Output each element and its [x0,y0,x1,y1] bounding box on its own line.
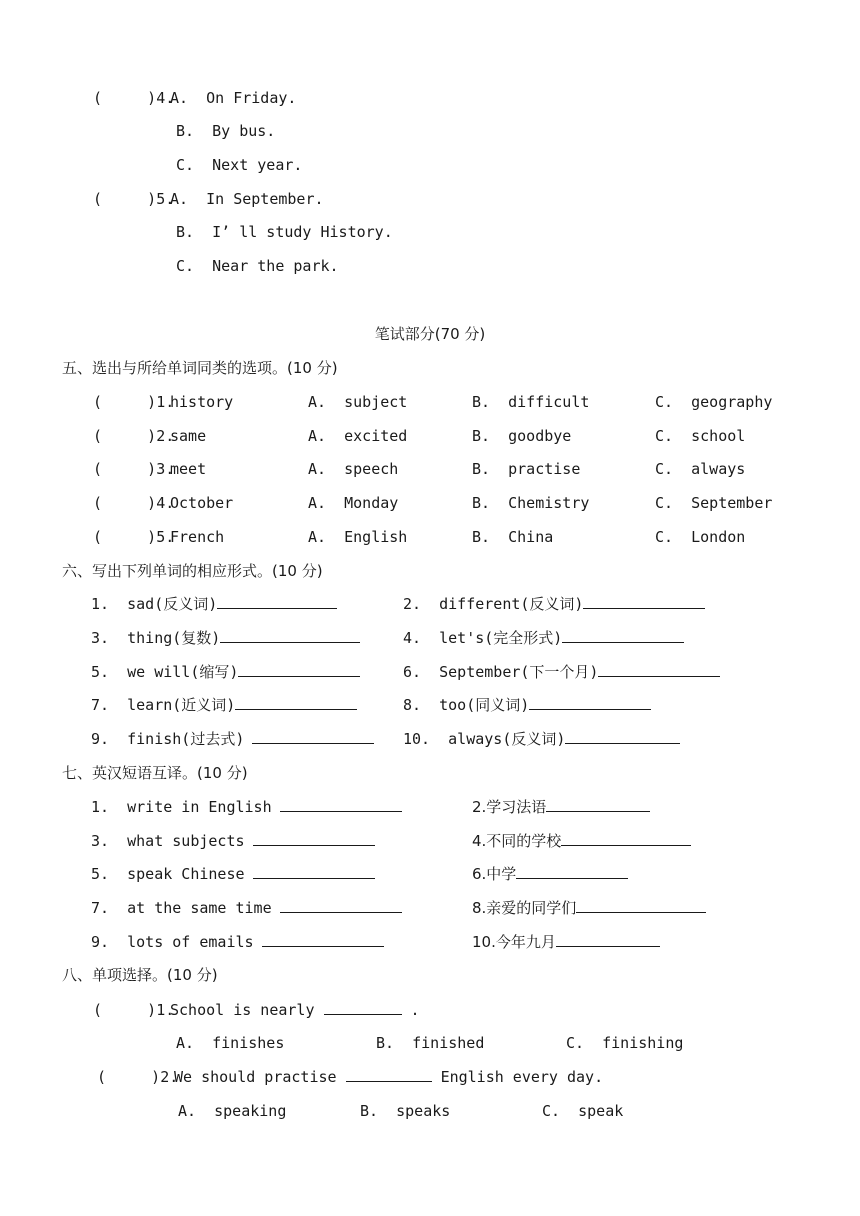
fill-item [472,797,650,817]
item-text: 4.不同的学校 [472,832,562,850]
item-text: 8. too(同义词) [403,696,530,714]
answer-blank[interactable] [262,932,384,947]
answer-blank[interactable] [280,898,402,913]
item-text: 7. at the same time [91,899,272,917]
question-number: ( )2. [97,1068,179,1086]
fill-item [403,695,651,715]
question-stem [174,1067,603,1087]
question-number: ( )4. [93,494,175,512]
option-c: C. Near the park. [176,257,339,275]
item-text: 8.亲爱的同学们 [472,899,577,917]
answer-blank[interactable] [562,628,684,643]
option-b: B. difficult [472,393,590,411]
fill-item [403,662,720,682]
fill-item [91,628,360,648]
stem-text: We should practise [174,1068,337,1086]
question-number: ( )4. [93,89,175,107]
fill-item [472,898,706,918]
answer-blank[interactable] [238,662,360,677]
question-stem [170,1000,420,1020]
item-text: 1. write in English [91,798,272,816]
option-b: B. By bus. [176,122,276,140]
answer-blank[interactable] [576,898,706,913]
fill-item [472,831,691,851]
item-text: 4. let's(完全形式) [403,629,563,647]
section-5-title: 五、选出与所给单词同类的选项。(10 分) [62,359,338,377]
option-c: C. London [655,528,746,546]
item-text: 10. always(反义词) [403,730,566,748]
option-a: A. Monday [308,494,399,512]
item-text: 5. we will(缩写) [91,663,239,681]
option-b: B. practise [472,460,581,478]
section-7-title: 七、英汉短语互译。(10 分) [62,764,248,782]
section-6-title: 六、写出下列单词的相应形式。(10 分) [62,562,323,580]
given-word: meet [170,460,207,478]
fill-item [91,594,337,614]
item-text: 3. what subjects [91,832,245,850]
section-8-title: 八、单项选择。(10 分) [62,966,218,984]
option-a: A. On Friday. [170,89,297,107]
stem-end: English every day. [440,1068,604,1086]
given-word: October [170,494,234,512]
item-text: 5. speak Chinese [91,865,245,883]
answer-blank[interactable] [252,729,374,744]
answer-blank[interactable] [346,1067,432,1082]
fill-item [91,729,374,749]
question-number: ( )5. [93,528,175,546]
fill-item [472,864,628,884]
option-c: C. finishing [566,1034,684,1052]
answer-blank[interactable] [253,864,375,879]
answer-blank[interactable] [217,594,337,609]
answer-blank[interactable] [324,1000,402,1015]
answer-blank[interactable] [565,729,680,744]
option-a: A. speaking [178,1102,287,1120]
written-section-title: 笔试部分(70 分) [374,325,486,343]
fill-item [472,932,660,952]
option-b: B. goodbye [472,427,572,445]
answer-blank[interactable] [220,628,360,643]
option-a: A. subject [308,393,408,411]
item-text: 1. sad(反义词) [91,595,218,613]
option-c: C. September [655,494,773,512]
option-a: A. English [308,528,408,546]
answer-blank[interactable] [253,831,375,846]
stem-end: . [410,1001,420,1019]
stem-text: School is nearly [170,1001,315,1019]
option-c: C. speak [542,1102,624,1120]
given-word: same [170,427,207,445]
question-number: ( )2. [93,427,175,445]
fill-item [91,898,402,918]
fill-item [403,594,705,614]
question-number: ( )1. [93,393,175,411]
question-number: ( )1. [93,1001,175,1019]
fill-item [91,831,375,851]
item-text: 3. thing(复数) [91,629,221,647]
option-c: C. Next year. [176,156,303,174]
option-c: C. school [655,427,746,445]
option-b: B. China [472,528,554,546]
option-c: C. geography [655,393,773,411]
fill-item [403,729,680,749]
fill-item [91,695,357,715]
option-a: A. finishes [176,1034,285,1052]
fill-item [91,797,402,817]
option-b: B. Chemistry [472,494,590,512]
option-c: C. always [655,460,746,478]
fill-item [91,932,384,952]
option-b: B. finished [376,1034,485,1052]
item-text: 10.今年九月 [472,933,556,951]
item-text: 9. lots of emails [91,933,254,951]
option-a: A. excited [308,427,408,445]
answer-blank[interactable] [516,864,628,879]
given-word: French [170,528,225,546]
option-a: A. speech [308,460,399,478]
option-b: B. I’ ll study History. [176,223,393,241]
answer-blank[interactable] [598,662,720,677]
fill-item [403,628,684,648]
question-number: ( )3. [93,460,175,478]
option-a: A. In September. [170,190,324,208]
answer-blank[interactable] [546,797,650,812]
item-text: 6. September(下一个月) [403,663,599,681]
option-b: B. speaks [360,1102,451,1120]
fill-item [91,662,360,682]
given-word: history [170,393,234,411]
answer-blank[interactable] [529,695,651,710]
fill-item [91,864,375,884]
item-text: 7. learn(近义词) [91,696,236,714]
answer-blank[interactable] [561,831,691,846]
item-text: 2.学习法语 [472,798,547,816]
answer-blank[interactable] [583,594,705,609]
item-text: 9. finish(过去式) [91,730,245,748]
item-text: 6.中学 [472,865,517,883]
item-text: 2. different(反义词) [403,595,584,613]
answer-blank[interactable] [556,932,660,947]
answer-blank[interactable] [280,797,402,812]
answer-blank[interactable] [235,695,357,710]
question-number: ( )5. [93,190,175,208]
